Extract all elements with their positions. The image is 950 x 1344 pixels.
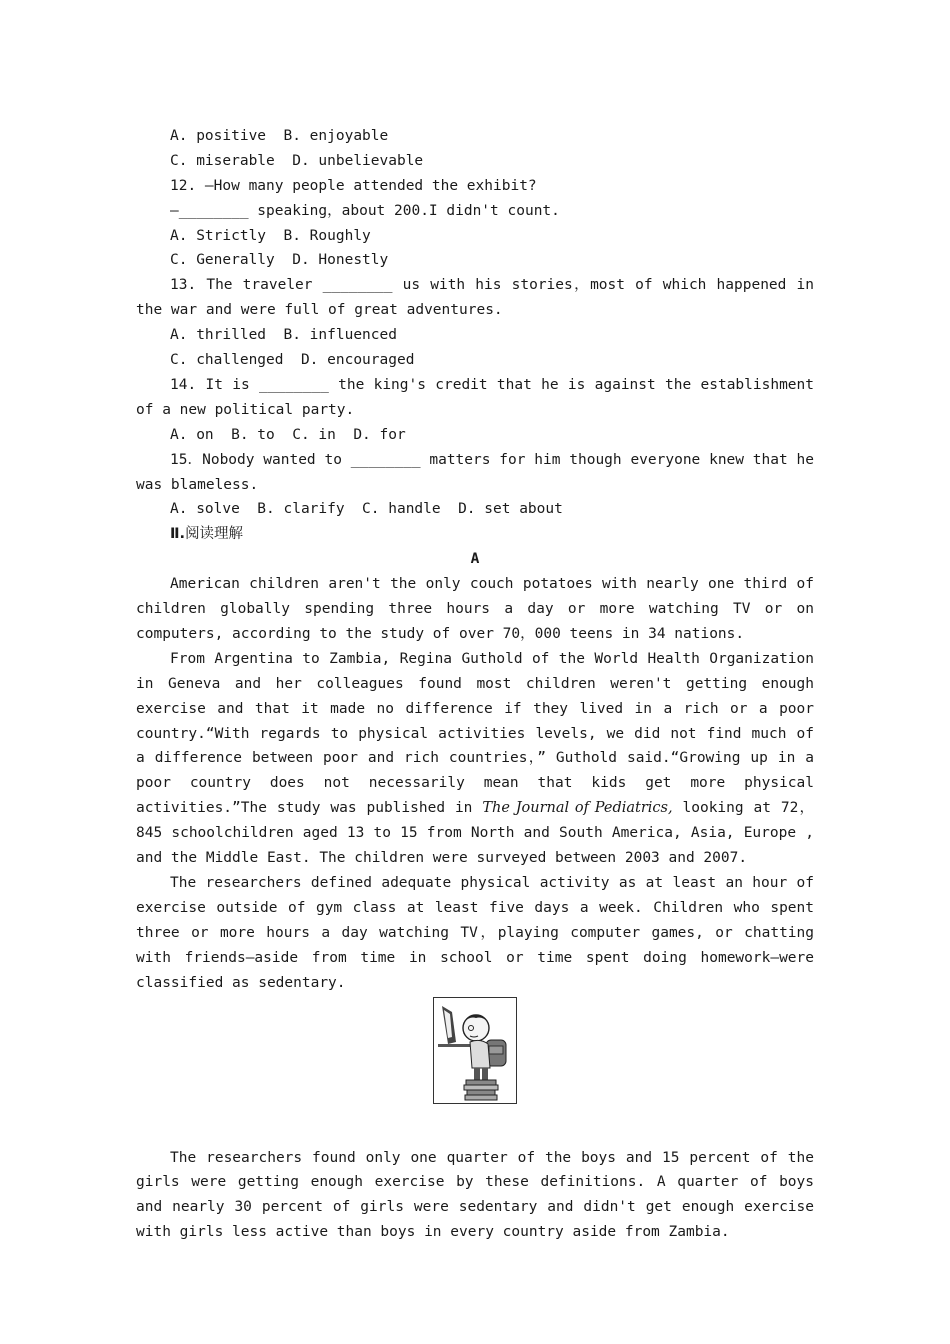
q14-options: A. on B. to C. in D. for	[170, 426, 406, 443]
section-numeral: Ⅱ.	[170, 526, 186, 543]
passage-paragraph-4: The researchers found only one quarter of the boys and 15 percent of the girls were getting enough exercise by these definitions. A quarter of boys and nearly 30 percent of girls were sedentary and didn't get enough exercise with girls less active than boys in every country aside from Zambia.	[136, 1149, 814, 1241]
figure-area	[136, 996, 814, 1146]
illustration-icon	[434, 998, 516, 1103]
paragraph-2-text-b: looking at 72，845 schoolchildren aged 13 to 15 from North and South America, Asia, Europe , and the Middle East. The children were surveyed between 2003 and 2007.	[136, 800, 815, 867]
journal-title: The Journal of Pediatrics,	[482, 800, 673, 817]
paragraph-2-text-a: From Argentina to Zambia, Regina Guthold of the World Health Organization in Geneva and her colleagues found most children weren't getting enough exercise and that it made no difference if they lived in a rich or a poor country.“With regards to physical activities levels, we did not find much of a difference between poor and rich countries，” Guthold said.“Growing up in a poor country does not necessarily mean that kids get more physical activities.”The study was published in	[136, 650, 814, 817]
q13-stem: 13. The traveler ________ us with his stories，most of which happened in the war and were full of great adventures.	[136, 277, 814, 319]
q12-options-cd: C. Generally D. Honestly	[170, 252, 389, 269]
q13-options-cd: C. challenged D. encouraged	[170, 352, 415, 369]
q15-stem: 15．Nobody wanted to ________ matters for him though everyone knew that he was blameless.	[136, 451, 814, 493]
q12-reply: —________ speaking，about 200.I didn't count.	[170, 202, 560, 219]
q11-options-ab: A. positive B. enjoyable	[170, 128, 389, 144]
q15-options: A. solve B. clarify C. handle D. set about	[170, 501, 563, 518]
q12-options-ab: A. Strictly B. Roughly	[170, 227, 371, 244]
q14-stem: 14. It is ________ the king's credit that he is against the establishment of a new political party.	[136, 376, 814, 418]
section-title: 阅读理解	[185, 526, 244, 543]
student-computer-illustration	[433, 997, 517, 1104]
passage-label: A	[470, 551, 480, 568]
section-heading	[136, 522, 814, 547]
passage-paragraph-3: The researchers defined adequate physical activity as at least an hour of exercise outside of gym class at least five days a week. Children who spent three or more hours a day watching TV，playing computer games, or chatting with friends—aside from time in school or time spent doing homework—were classified as sedentary.	[136, 875, 814, 991]
passage-paragraph-2	[136, 647, 814, 871]
q12-stem: 12. —How many people attended the exhibit?	[170, 177, 537, 194]
q11-options-cd: C. miserable D. unbelievable	[170, 152, 424, 169]
document-page	[136, 124, 814, 1245]
q13-options-ab: A. thrilled B. influenced	[170, 327, 397, 344]
passage-paragraph-1: American children aren't the only couch potatoes with nearly one third of children globally spending three hours a day or more watching TV or on computers, according to the study of over 70，000 teens in 34 nations.	[136, 576, 814, 642]
